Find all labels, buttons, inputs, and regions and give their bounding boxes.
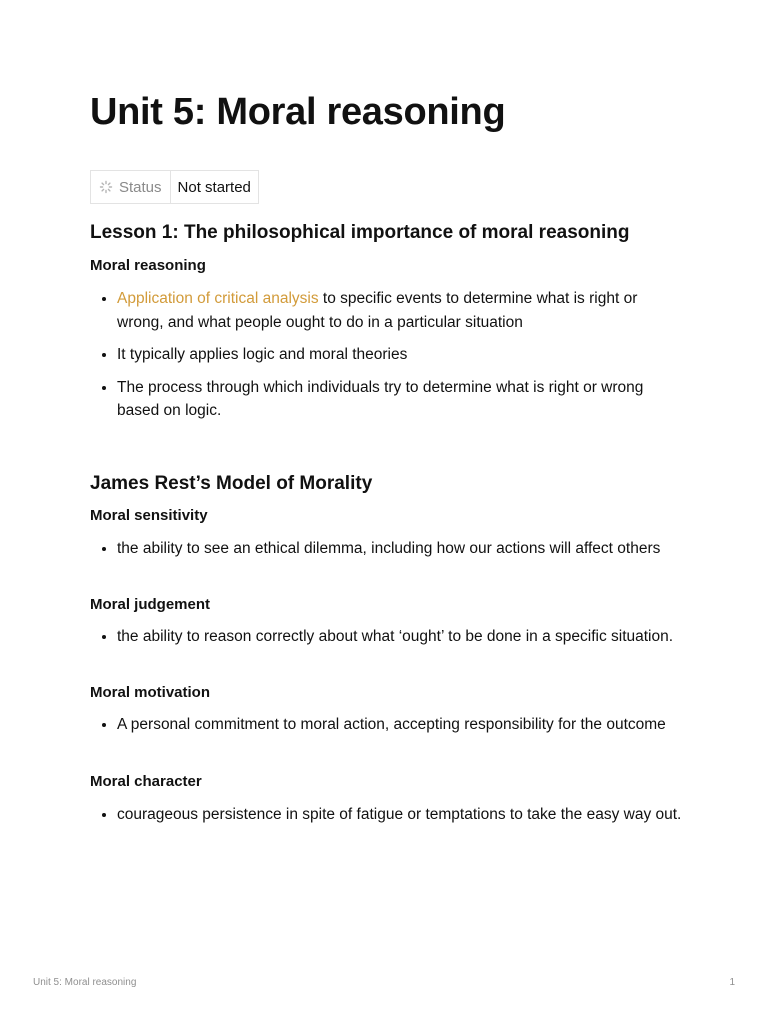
list-item: • the ability to reason correctly about what ‘ought’ to be done in a specific situation. [117,625,682,649]
moral-sensitivity-heading: Moral sensitivity [90,507,208,524]
rest-model-heading: James Rest’s Model of Morality [90,473,373,494]
list-item-text: to specific events to determine what is right or wrong, and what people ought to do in a particular situation [117,290,638,331]
footer-title: Unit 5: Moral reasoning [33,977,137,988]
moral-character-list [90,803,682,827]
moral-judgement-list [90,625,682,649]
lesson1-heading: Lesson 1: The philosophical importance of moral reasoning [90,222,630,243]
moral-reasoning-list [90,287,682,423]
loading-spinner-icon [99,180,113,194]
page-number: 1 [729,977,735,988]
status-property-key [91,171,171,203]
list-item [117,287,682,334]
list-item-text: The process through which individuals try to determine what is right or wrong based on logic. [117,378,644,419]
status-value[interactable]: Not started [177,178,251,196]
moral-motivation-heading: Moral motivation [90,684,211,701]
status-property[interactable] [90,170,259,204]
moral-motivation-list [90,713,682,737]
critical-analysis-link[interactable]: Application of critical analysis [117,290,319,307]
list-item-text: It typically applies logic and moral theories [117,346,408,363]
moral-character-heading: Moral character [90,773,202,790]
moral-sensitivity-list [90,537,682,561]
list-item: • the ability to see an ethical dilemma, including how our actions will affect others [117,537,682,561]
list-item [117,343,682,367]
list-item: • A personal commitment to moral action, accepting responsibility for the outcome [117,713,682,737]
moral-judgement-heading: Moral judgement [90,596,211,613]
list-item [117,376,682,423]
moral-reasoning-heading: Moral reasoning [90,257,206,274]
page-title: Unit 5: Moral reasoning [90,91,506,133]
status-label: Status [119,178,162,196]
list-item: • courageous persistence in spite of fatigue or temptations to take the easy way out. [117,803,682,827]
